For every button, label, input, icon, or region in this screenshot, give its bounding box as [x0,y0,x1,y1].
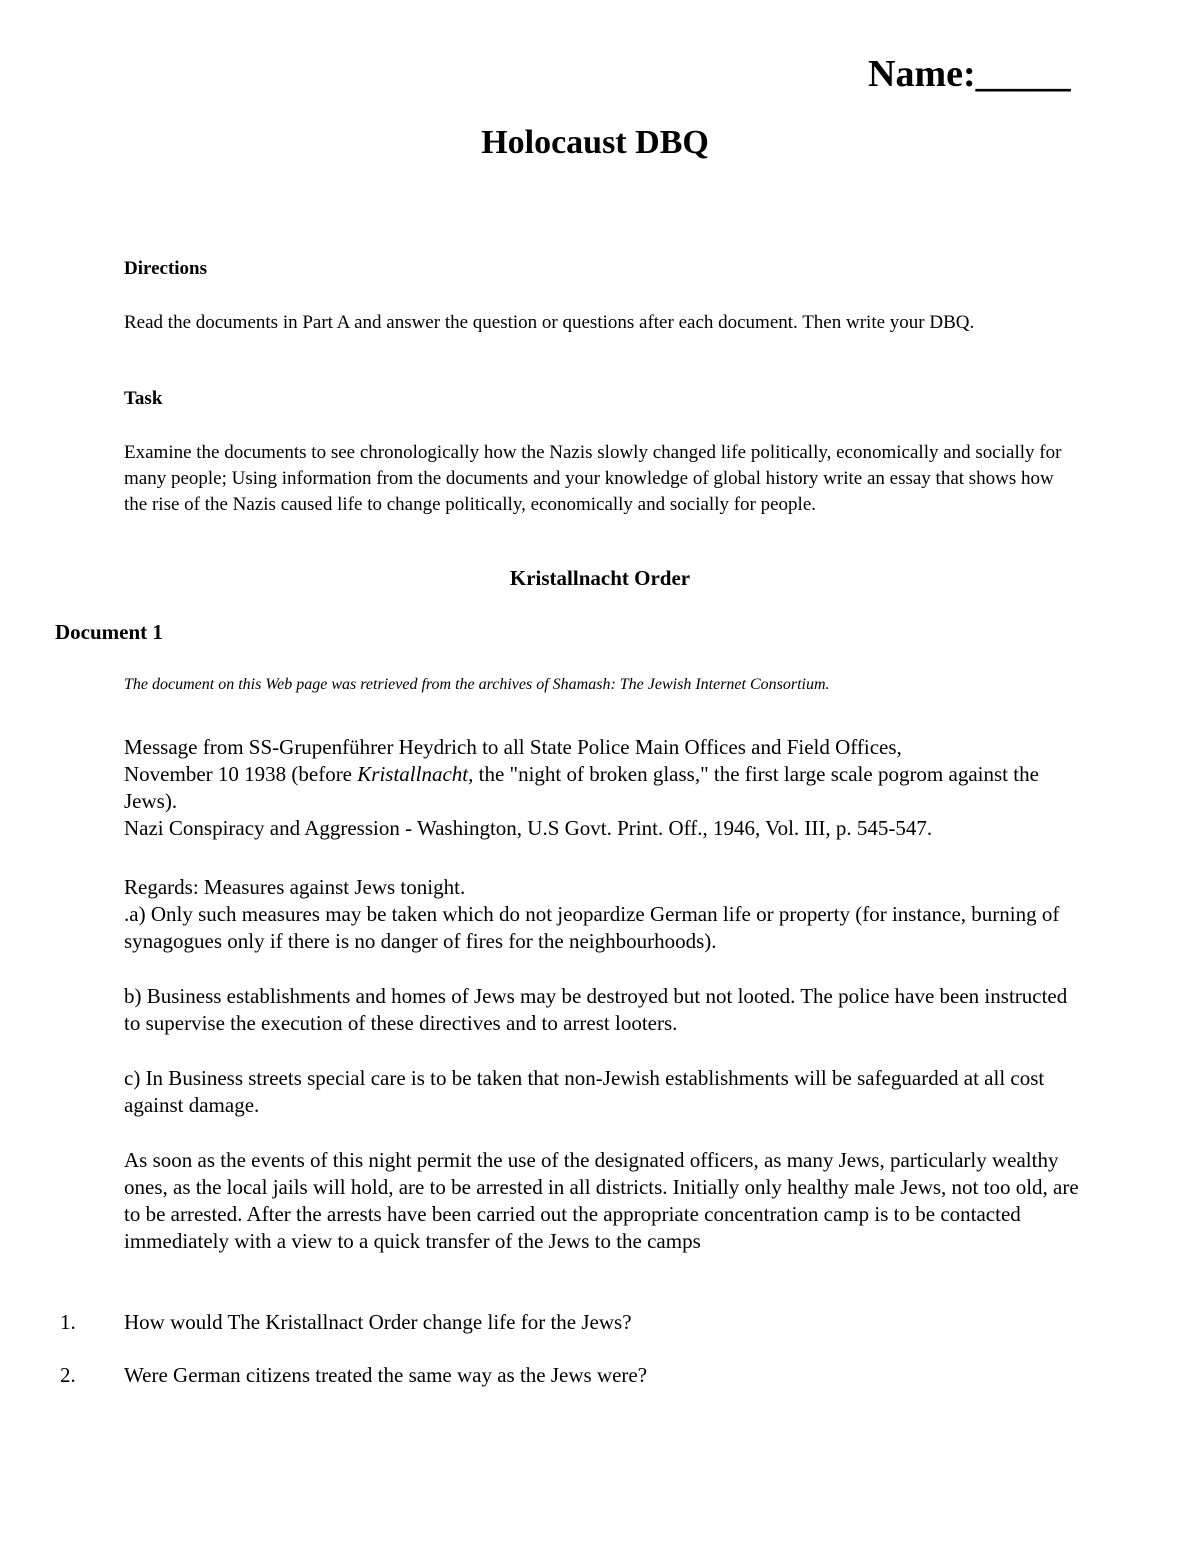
intro-line-2 [124,761,1084,815]
intro-line-2-pre: November 10 1938 (before [124,762,358,786]
question-1-number: 1. [60,1310,76,1334]
citation: Nazi Conspiracy and Aggression - Washington, U.S Govt. Print. Off., 1946, Vol. III, p. 545-547. [124,816,933,840]
document-intro [124,734,1084,842]
task-heading: Task [124,388,163,409]
directions-heading: Directions [124,258,208,279]
name-field-label: Name:_____ [868,53,1071,95]
regards-block [124,874,1084,955]
regards-line: Regards: Measures against Jews tonight. [124,875,466,899]
question-2-text: Were German citizens treated the same way as the Jews were? [124,1363,648,1387]
closing-paragraph: As soon as the events of this night permit the use of the designated officers, as many Jews, particularly wealthy ones, as the local jails will hold, are to be arrested in all districts. Initially only healthy male Jews, not too old, are to be arrested. After the arrests have been carried out the appropriate concentration camp is to be contacted immediately with a view to a quick transfer of the Jews to the camps [124,1148,1079,1253]
directions-text: Read the documents in Part A and answer the question or questions after each document. Then write your DBQ. [124,312,975,333]
page-title: Holocaust DBQ [481,124,709,161]
source-note: The document on this Web page was retrieved from the archives of Shamash: The Jewish Internet Consortium. [124,676,830,693]
question-2-number: 2. [60,1363,76,1387]
point-c: c) In Business streets special care is to be taken that non-Jewish establishments will be safeguarded at all cost against damage. [124,1066,1045,1117]
point-a: .a) Only such measures may be taken which do not jeopardize German life or property (for instance, burning of synagogues only if there is no danger of fires for the neighbourhoods). [124,902,1060,953]
intro-line-2-italic: Kristallnacht, [357,762,474,786]
intro-line-2-post: the "night of broken glass," the first large scale pogrom against the Jews). [124,762,1039,813]
section-title: Kristallnacht Order [509,566,691,590]
question-1-text: How would The Kristallnact Order change life for the Jews? [124,1310,632,1334]
point-b: b) Business establishments and homes of Jews may be destroyed but not looted. The police have been instructed to supervise the execution of these directives and to arrest looters. [124,984,1068,1035]
intro-line-1: Message from SS-Grupenführer Heydrich to all State Police Main Offices and Field Offices, [124,735,902,759]
task-text: Examine the documents to see chronologically how the Nazis slowly changed life politically, economically and socially for many people; Using information from the documents and your knowledge of global history write an essay that shows how the rise of the Nazis caused life to change politically, economically and socially for people. [124,442,1062,515]
document-label: Document 1 [55,620,163,644]
